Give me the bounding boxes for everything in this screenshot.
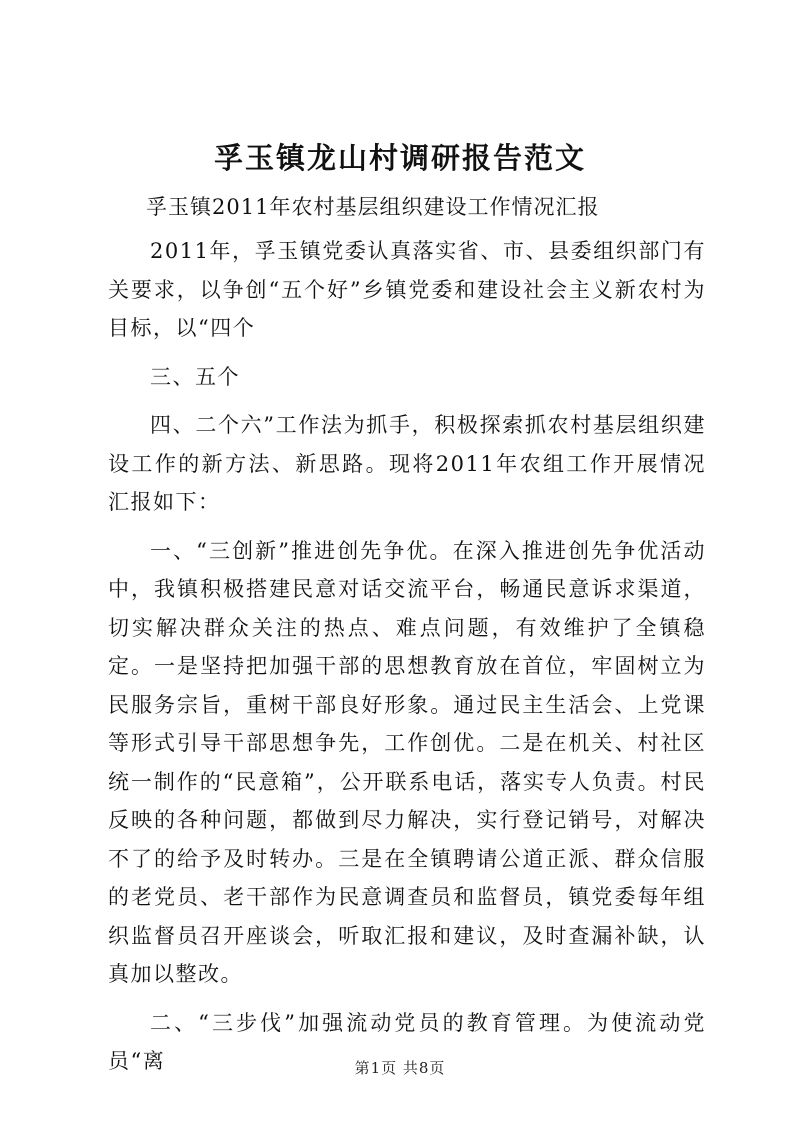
paragraph: 2011年，孚玉镇党委认真落实省、市、县委组织部门有关要求，以争创“五个好”乡镇党委和建设社会主义新农村为目标，以“四个 [108, 239, 706, 340]
document-subtitle: 孚玉镇2011年农村基层组织建设工作情况汇报 [146, 195, 600, 219]
paragraph: 二、“三步伐”加强流动党员的教育管理。为使流动党员“离 [108, 1010, 706, 1073]
document-body [108, 232, 706, 1091]
paragraph: 三、五个 [150, 364, 240, 389]
paragraph: 四、二个六”工作法为抓手，积极探索抓农村基层组织建设工作的新方法、新思路。现将2011年农组工作开展情况汇报如下： [108, 413, 706, 514]
page-number-footer: 第1页 共8页 [354, 1059, 446, 1077]
paragraph: 一、“三创新”推进创先争优。在深入推进创先争优活动中，我镇积极搭建民意对话交流平台，畅通民意诉求渠道，切实解决群众关注的热点、难点问题，有效维护了全镇稳定。一是坚持把加强干部的思想教育放在首位，牢固树立为民服务宗旨，重树干部良好形象。通过民主生活会、上党课等形式引导干部思想争先，工作创优。二是在机关、村社区统一制作的“民意箱”，公开联系电话，落实专人负责。村民反映的各种问题，都做到尽力解决，实行登记销号，对解决不了的给予及时转办。三是在全镇聘请公道正派、群众信服的老党员、老干部作为民意调查员和监督员，镇党委每年组织监督员召开座谈会，听取汇报和建议，及时查漏补缺，认真加以整改。 [108, 538, 706, 986]
document-title: 孚玉镇龙山村调研报告范文 [213, 141, 586, 175]
